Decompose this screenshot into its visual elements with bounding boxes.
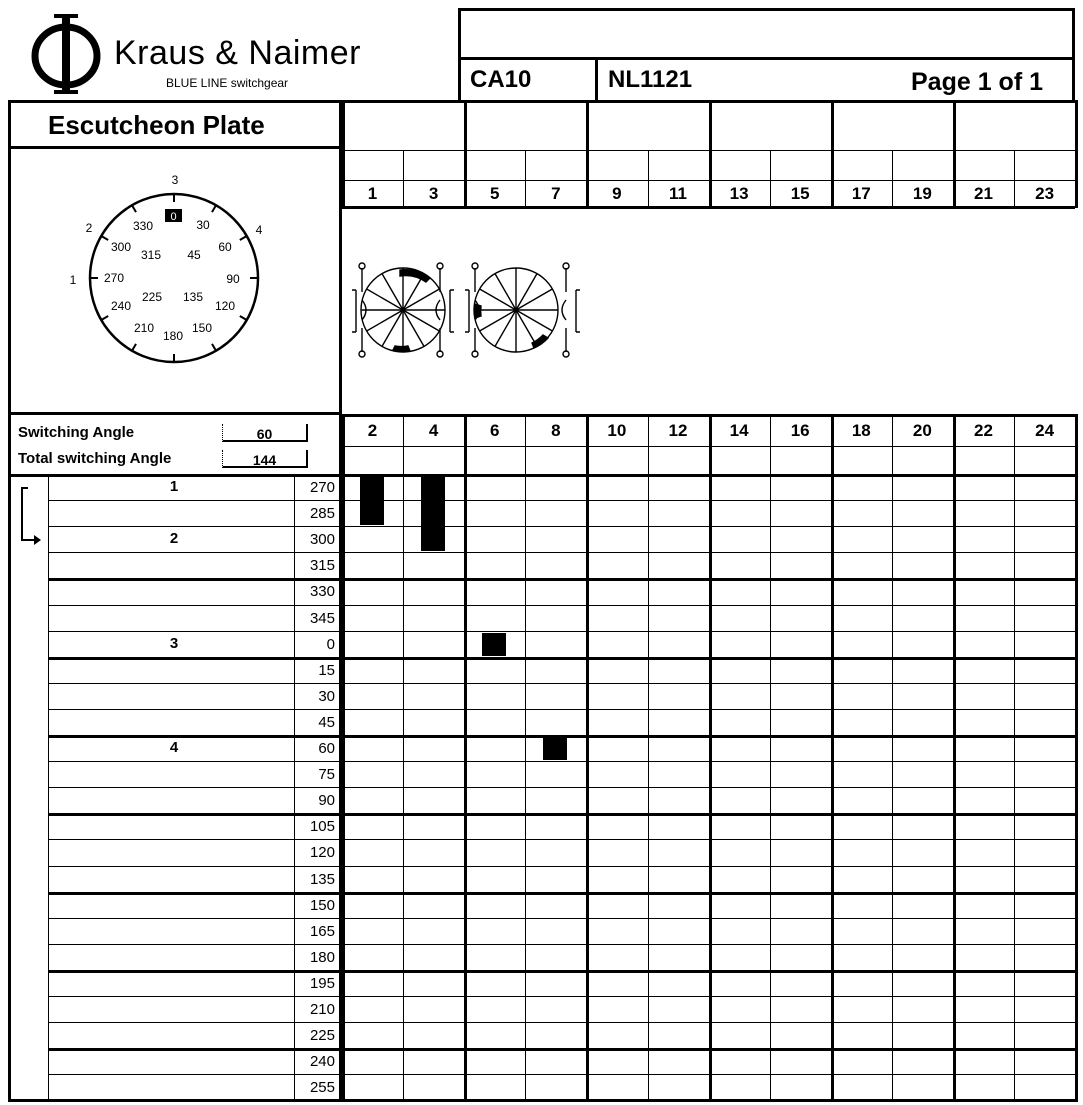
- page-number: Page 1 of 1: [911, 68, 1043, 96]
- row-angle: 150: [309, 897, 335, 914]
- row-angle: 165: [309, 923, 335, 940]
- dial-degree-330: 330: [132, 219, 154, 233]
- table-row: [48, 631, 1075, 632]
- row-angle: 135: [309, 871, 335, 888]
- row-angle: 225: [309, 1027, 335, 1044]
- dial-degree-90: 90: [226, 272, 240, 286]
- terminal-top-13: 13: [729, 184, 749, 203]
- terminal-bottom-24: 24: [1035, 421, 1055, 440]
- grid-col-line: [709, 414, 712, 1102]
- grid-col-line: [648, 414, 649, 1102]
- header-row-line: [342, 180, 1075, 181]
- table-row: [48, 787, 1075, 788]
- contact-note-bracket: [360, 505, 384, 512]
- row-angle: 285: [309, 505, 335, 522]
- row-angle: 330: [309, 583, 335, 600]
- terminal-bottom-18: 18: [851, 421, 871, 440]
- dial-position-4: 4: [255, 223, 263, 237]
- row-angle: 240: [309, 1053, 335, 1070]
- row-angle: 60: [318, 740, 335, 757]
- row-angle: 0: [326, 636, 335, 653]
- table-row: [48, 500, 1075, 501]
- terminal-bottom-16: 16: [790, 421, 810, 440]
- grid-col-line: [953, 414, 956, 1102]
- escutcheon-dial: [56, 168, 296, 388]
- row-angle: 90: [318, 792, 335, 809]
- terminal-top-5: 5: [489, 184, 500, 203]
- table-row: [48, 970, 1075, 973]
- table-row: [48, 1074, 1075, 1075]
- table-row: [48, 892, 1075, 895]
- angles-divider: [8, 412, 342, 415]
- table-row: [48, 839, 1075, 840]
- table-row: [48, 866, 1075, 867]
- dial-degree-30: 30: [196, 218, 210, 232]
- dial-degree-180: 180: [162, 329, 184, 343]
- table-row: [48, 1100, 1075, 1101]
- total-switching-angle-label: Total switching Angle: [18, 450, 172, 467]
- contact-closed-block: [482, 633, 506, 656]
- terminal-top-9: 9: [612, 184, 622, 203]
- terminal-top-3: 3: [428, 184, 439, 203]
- terminal-top-7: 7: [551, 184, 561, 203]
- row-angle: 255: [309, 1079, 335, 1096]
- header-row-line: [342, 150, 1075, 151]
- table-row: [48, 657, 1075, 660]
- dial-degree-60: 60: [218, 240, 232, 254]
- sequence-arrow-icon: [14, 482, 44, 552]
- brand-logo: [30, 12, 450, 96]
- table-row: [48, 683, 1075, 684]
- table-row: [48, 1022, 1075, 1023]
- row-angle: 195: [309, 975, 335, 992]
- dial-degree-225: 225: [141, 290, 163, 304]
- phi-logo-icon: [30, 12, 102, 96]
- dial-degree-150: 150: [191, 321, 213, 335]
- title-divider: [8, 146, 342, 149]
- row-position: 4: [169, 739, 179, 756]
- dial-position-3: 3: [171, 173, 179, 187]
- contact-closed-block: [543, 737, 567, 760]
- row-angle: 105: [309, 818, 335, 835]
- row-angle: 75: [318, 766, 335, 783]
- dial-degree-120: 120: [214, 299, 236, 313]
- product-code: NL1121: [608, 66, 693, 93]
- terminal-bottom-14: 14: [729, 421, 749, 440]
- table-row: [48, 552, 1075, 553]
- terminal-top-23: 23: [1035, 184, 1055, 203]
- grid-col-line-top: [1075, 100, 1078, 208]
- row-position: 2: [169, 530, 179, 547]
- row-angle: 120: [309, 844, 335, 861]
- row-angle: 15: [318, 662, 335, 679]
- left-table-line: [48, 476, 49, 1102]
- table-row: [48, 1048, 1075, 1051]
- grid-col-line: [586, 414, 589, 1102]
- grid-col-line: [464, 414, 467, 1102]
- contact-closed-block: [421, 476, 445, 551]
- terminal-top-11: 11: [669, 184, 687, 203]
- dial-degree-300: 300: [110, 240, 132, 254]
- terminal-bottom-12: 12: [668, 421, 688, 440]
- brand-name: Kraus & Naimer: [114, 34, 361, 72]
- left-table-line: [294, 476, 295, 1102]
- header-row-line: [342, 414, 1075, 417]
- dial-degree-270: 270: [103, 271, 125, 285]
- dial-degree-45: 45: [187, 248, 201, 262]
- series-code: CA10: [470, 66, 532, 93]
- terminal-top-19: 19: [912, 184, 932, 203]
- dial-position-1: 1: [69, 273, 77, 287]
- row-angle: 345: [309, 610, 335, 627]
- grid-col-line: [342, 414, 345, 1102]
- dial-degree-315: 315: [140, 248, 162, 262]
- row-angle: 45: [318, 714, 335, 731]
- table-row: [48, 605, 1075, 606]
- grid-col-line: [1014, 414, 1015, 1102]
- contact-diagram: [348, 260, 588, 360]
- grid-top-divider: [8, 474, 342, 477]
- grid-col-line: [831, 414, 834, 1102]
- terminal-bottom-8: 8: [551, 421, 561, 440]
- table-row: [48, 709, 1075, 710]
- terminal-top-21: 21: [974, 184, 993, 203]
- terminal-bottom-22: 22: [974, 421, 993, 440]
- row-angle: 300: [309, 531, 335, 548]
- grid-col-line: [525, 414, 526, 1102]
- terminal-top-1: 1: [367, 184, 378, 203]
- table-row: [48, 918, 1075, 919]
- header-top-box: [458, 8, 1075, 60]
- dial-degree-240: 240: [110, 299, 132, 313]
- table-row: [48, 578, 1075, 581]
- row-angle: 180: [309, 949, 335, 966]
- grid-col-line: [770, 414, 771, 1102]
- table-row: [48, 944, 1075, 945]
- total-switching-angle-value: 144: [222, 450, 308, 468]
- escutcheon-title: Escutcheon Plate: [48, 110, 265, 140]
- switching-angle-label: Switching Angle: [18, 424, 135, 441]
- table-row: [48, 996, 1075, 997]
- row-angle: 270: [309, 479, 335, 496]
- brand-tagline: BLUE LINE switchgear: [166, 76, 289, 90]
- contact-note: 6: [368, 509, 376, 524]
- row-position: 1: [169, 478, 179, 495]
- grid-col-line: [403, 414, 404, 1102]
- dial-degree-135: 135: [182, 290, 204, 304]
- grid-col-line: [892, 414, 893, 1102]
- header-row-line: [342, 206, 1075, 209]
- terminal-bottom-6: 6: [489, 421, 500, 440]
- terminal-top-15: 15: [790, 184, 810, 203]
- terminal-bottom-20: 20: [912, 421, 932, 440]
- table-row: [48, 761, 1075, 762]
- dial-degree-0: 0: [170, 211, 177, 223]
- row-angle: 210: [309, 1001, 335, 1018]
- table-row: [48, 526, 1075, 527]
- terminal-top-17: 17: [851, 184, 871, 203]
- grid-col-line: [1075, 414, 1078, 1102]
- header-row-line: [342, 474, 1075, 477]
- header-row-line: [342, 446, 1075, 447]
- row-angle: 315: [309, 557, 335, 574]
- row-position: 3: [169, 635, 179, 652]
- row-angle: 30: [318, 688, 335, 705]
- table-row: [48, 813, 1075, 816]
- terminal-bottom-2: 2: [367, 421, 378, 440]
- switching-angle-value: 60: [222, 424, 308, 442]
- terminal-bottom-10: 10: [607, 421, 627, 440]
- dial-degree-210: 210: [133, 321, 155, 335]
- terminal-bottom-4: 4: [428, 421, 439, 440]
- dial-position-2: 2: [85, 221, 93, 235]
